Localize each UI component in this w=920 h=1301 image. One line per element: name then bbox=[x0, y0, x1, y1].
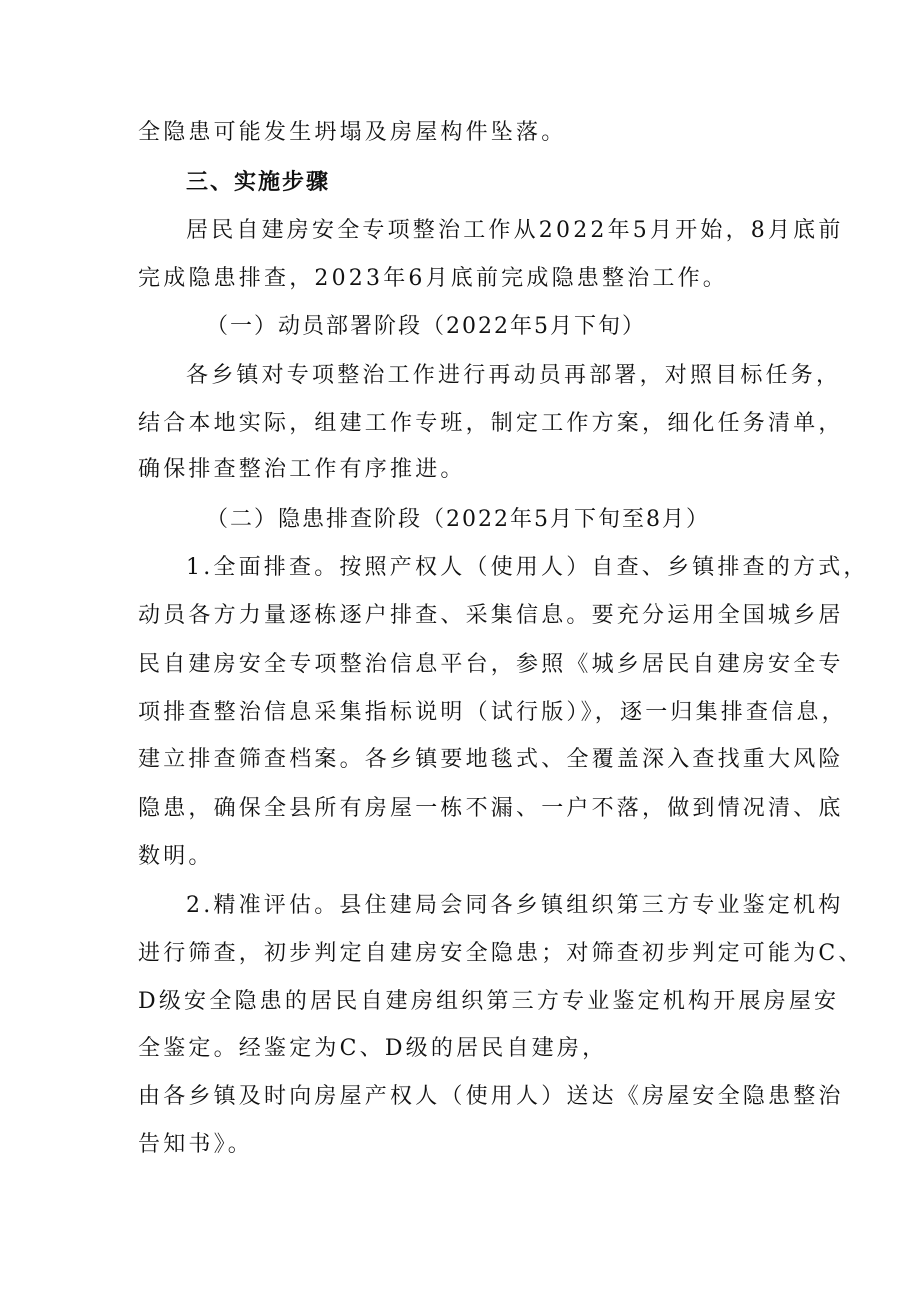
section-heading: 三、实施步骤 bbox=[186, 170, 331, 195]
subsection-heading: （一）动员部署阶段（2022年5月下旬） bbox=[206, 314, 646, 339]
paragraph-line: 确保排查整治工作有序推进。 bbox=[138, 457, 466, 482]
paragraph-line: D级安全隐患的居民自建房组织第三方专业鉴定机构开展房屋安 bbox=[138, 989, 840, 1014]
paragraph-line: 由各乡镇及时向房屋产权人（使用人）送达《房屋安全隐患整治 bbox=[138, 1084, 844, 1109]
paragraph-line: 进行筛查，初步判定自建房安全隐患；对筛查初步判定可能为C、 bbox=[138, 941, 864, 966]
paragraph-line: 2.精准评估。县住建局会同各乡镇组织第三方专业鉴定机构 bbox=[186, 893, 844, 918]
subsection-heading: （二）隐患排查阶段（2022年5月下旬至8月） bbox=[206, 507, 710, 532]
paragraph-line: 隐患，确保全县所有房屋一栋不漏、一户不落，做到情况清、底 bbox=[138, 796, 844, 821]
paragraph-line: 全鉴定。经鉴定为C、D级的居民自建房， bbox=[138, 1036, 608, 1061]
paragraph-line: 动员各方力量逐栋逐户排查、采集信息。要充分运用全国城乡居 bbox=[138, 603, 844, 628]
paragraph-line: 结合本地实际，组建工作专班，制定工作方案，细化任务清单， bbox=[138, 411, 844, 436]
paragraph-line: 完成隐患排查，2023年6月底前完成隐患整治工作。 bbox=[138, 266, 728, 291]
paragraph-line: 1.全面排查。按照产权人（使用人）自查、乡镇排查的方式， bbox=[186, 555, 869, 580]
paragraph-line: 项排查整治信息采集指标说明（试行版）》，逐一归集排查信息， bbox=[138, 700, 847, 725]
text-line-continuation: 全隐患可能发生坍塌及房屋构件坠落。 bbox=[138, 120, 567, 145]
paragraph-line: 各乡镇对专项整治工作进行再动员再部署，对照目标任务， bbox=[186, 363, 842, 388]
paragraph-line: 告知书》。 bbox=[138, 1132, 254, 1157]
paragraph-line: 建立排查筛查档案。各乡镇要地毯式、全覆盖深入查找重大风险 bbox=[138, 747, 844, 772]
paragraph-line: 民自建房安全专项整治信息平台，参照《城乡居民自建房安全专 bbox=[138, 652, 844, 677]
paragraph-line: 居民自建房安全专项整治工作从2022年5月开始，8月底前 bbox=[186, 218, 844, 243]
paragraph-line: 数明。 bbox=[138, 844, 214, 869]
